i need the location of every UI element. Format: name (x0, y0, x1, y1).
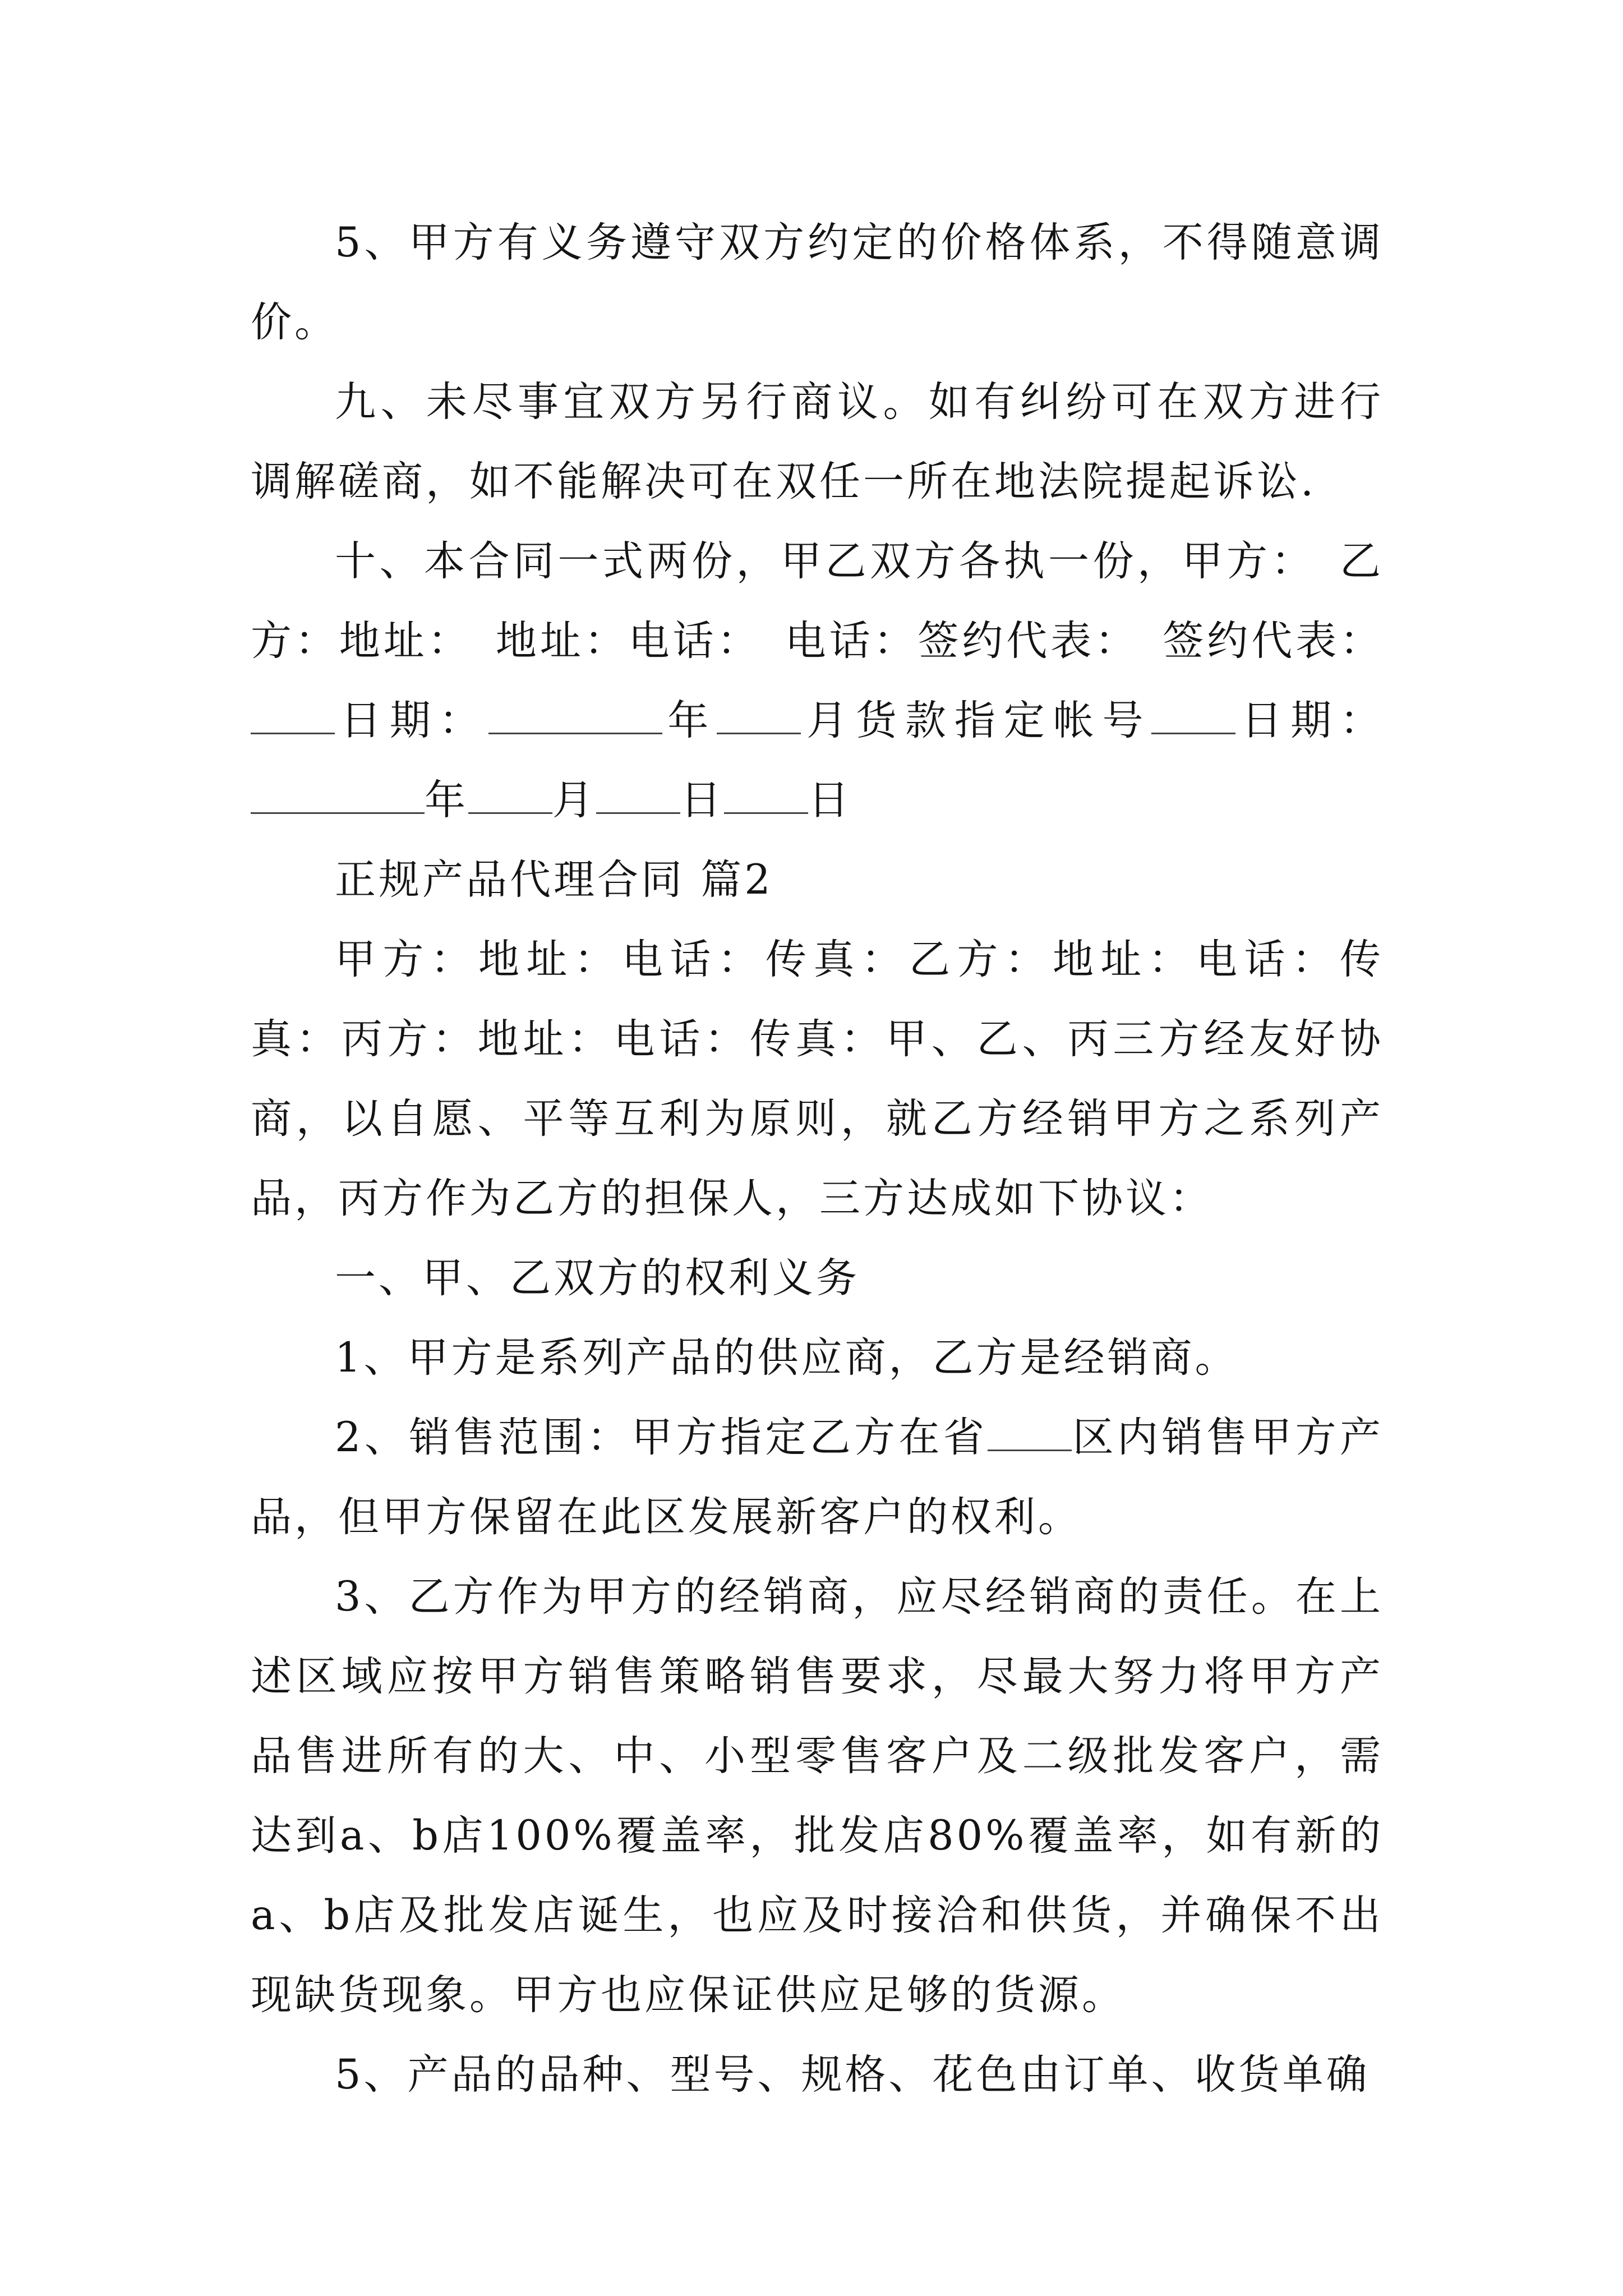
signature-parties-text: 十、本合同一式两份，甲乙双方各执一份，甲方： 乙方：地址： 地址：电话： 电话：签约代表： 签约代表： (251, 537, 1384, 665)
paragraph-dispute-resolution: 九、未尽事宜双方另行商议。如有纠纷可在双方进行调解磋商，如不能解决可在双任一所在地法院提起诉讼. (251, 378, 1384, 505)
province-blank (988, 1416, 1072, 1451)
day-blank (596, 779, 680, 814)
year-label-2: 年 (425, 776, 468, 824)
section-title: 正规产品代理合同 篇2 (335, 856, 773, 904)
month-label-2: 月 (552, 776, 596, 824)
day-label: 日 (680, 776, 724, 824)
month-blank (717, 699, 801, 734)
year-label: 年 (662, 697, 717, 744)
date-label: 日期： (335, 697, 488, 744)
paragraph-product-specs: 5、产品的品种、型号、规格、花色由订单、收货单确 (335, 2051, 1370, 2099)
account-label: 月货款指定帐号 (801, 697, 1152, 744)
paragraph-parties: 甲方：地址：电话：传真：乙方：地址：电话：传真：丙方：地址：电话：传真：甲、乙、丙三方经友好协商，以自愿、平等互利为原则，就乙方经销甲方之系列产品，丙方作为乙方的担保人，三方达成如下协议： (251, 936, 1384, 1222)
heading-rights-obligations: 一、甲、乙双方的权利义务 (335, 1254, 860, 1302)
day-label-2: 日 (808, 776, 852, 824)
paragraph-supplier-distributor: 1、甲方是系列产品的供应商，乙方是经销商。 (335, 1334, 1239, 1382)
year-blank-2 (251, 779, 425, 814)
document-body (251, 203, 1384, 2115)
paragraph-price-obligation: 5、甲方有义务遵守双方约定的价格体系，不得随意调价。 (251, 219, 1384, 346)
paragraph-sales-territory (251, 1398, 1384, 1557)
date-label-2: 日期： (1235, 697, 1384, 744)
day-blank-2 (724, 779, 808, 814)
territory-text-start: 2、销售范围：甲方指定乙方在省 (335, 1414, 988, 1461)
year-blank (488, 699, 662, 734)
account-blank (1151, 699, 1235, 734)
month-blank-2 (468, 779, 552, 814)
paragraph-signature-block (251, 522, 1384, 840)
paragraph-distributor-duties: 3、乙方作为甲方的经销商，应尽经销商的责任。在上述区域应按甲方销售策略销售要求，尽最大努力将甲方产品售进所有的大、中、小型零售客户及二级批发客户，需达到a、b店100%覆盖率，批发店80%覆盖率，如有新的a、b店及批发店诞生，也应及时接洽和供货，并确保不出现缺货现象。甲方也应保证供应足够的货源。 (251, 1573, 1384, 2019)
territory-text-end: 区内销售甲方产品，但甲方保留在此区发展新客户的权利。 (251, 1414, 1384, 1541)
signature-representative-blank (251, 699, 335, 734)
